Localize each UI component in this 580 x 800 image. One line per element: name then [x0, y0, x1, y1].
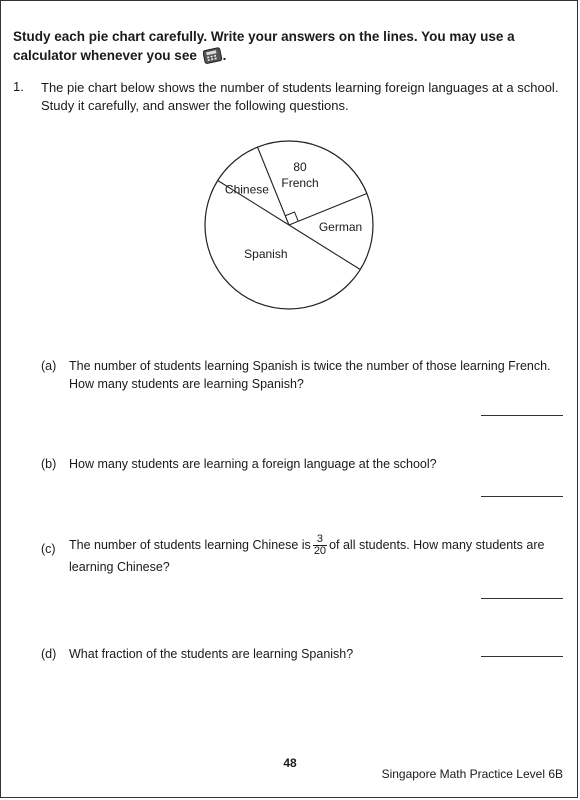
- pie-label-french: French: [281, 175, 319, 190]
- instructions-end: .: [222, 48, 227, 63]
- pie-label-spanish: Spanish: [244, 247, 288, 262]
- part-b: [1, 455, 579, 475]
- part-c: [1, 534, 579, 582]
- page-number: 48: [283, 756, 297, 770]
- part-c-text-before: The number of students learning Chinese is: [69, 537, 311, 552]
- part-d-text: What fraction of the students are learning Spanish?: [69, 647, 354, 661]
- fraction-denominator: 20: [313, 545, 327, 557]
- question-number: 1.: [13, 79, 24, 94]
- part-b-letter: (b): [41, 457, 57, 471]
- pie-chart: [201, 137, 381, 317]
- fraction-numerator: 3: [313, 534, 327, 546]
- pie-value-label-french: 80: [293, 159, 307, 174]
- pie-label-german: German: [318, 219, 363, 234]
- answer-line-d[interactable]: [481, 656, 563, 657]
- part-a-letter: (a): [41, 359, 57, 373]
- part-d: [1, 645, 579, 665]
- pie-label-chinese: Chinese: [224, 182, 269, 197]
- answer-line-b[interactable]: [481, 496, 563, 497]
- part-c-text: [69, 534, 569, 577]
- part-a: [1, 357, 579, 397]
- part-c-text-after: of all students. How many students are learning Chinese?: [69, 537, 545, 574]
- calculator-icon: [203, 47, 223, 69]
- fraction-3-20: [313, 534, 327, 557]
- footer-book-title: Singapore Math Practice Level 6B: [381, 767, 563, 781]
- part-d-letter: (d): [41, 647, 57, 661]
- pie-chart-svg: [201, 137, 381, 317]
- instructions: [13, 27, 569, 69]
- answer-line-a[interactable]: [481, 415, 563, 416]
- question-intro: The pie chart below shows the number of students learning foreign languages at a school. Study it carefully, and answer the following questions.: [41, 80, 559, 113]
- part-c-letter: (c): [41, 542, 56, 556]
- instructions-text: Study each pie chart carefully. Write your answers on the lines. You may use a calculator whenever you see: [13, 29, 515, 63]
- part-a-text: The number of students learning Spanish is twice the number of those learning French. How many students are learning Spanish?: [69, 359, 551, 391]
- part-b-text: How many students are learning a foreign language at the school?: [69, 457, 437, 471]
- answer-line-c[interactable]: [481, 598, 563, 599]
